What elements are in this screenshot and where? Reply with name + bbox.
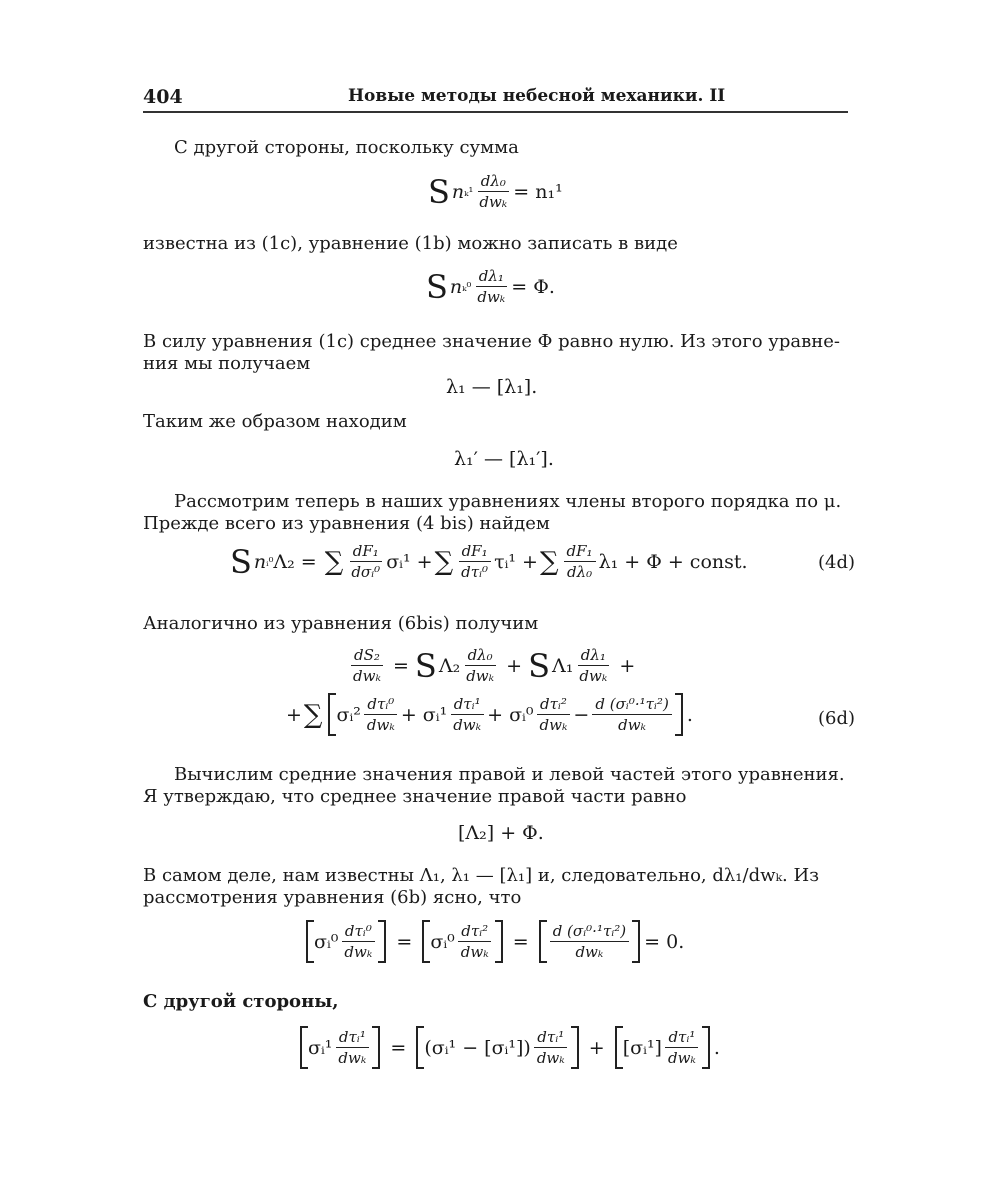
paragraph-2: известна из (1c), уравнение (1b) можно записать в виде <box>143 233 678 254</box>
header-rule <box>143 111 848 113</box>
paragraph-7-line-1: Вычислим средние значения правой и левой частей этого уравнения. <box>174 764 845 785</box>
paragraph-8-line-1: В самом деле, нам известны Λ₁, λ₁ — [λ₁] и, следовательно, dλ₁/dwₖ. Из <box>143 865 820 886</box>
equation-brackets-zero: σᵢ⁰ $\frac{\text{dτᵢ⁰}}{\text{dwₖ}}$ = σᵢ⁰ $\frac{\text{dτᵢ²}}{\text{dwₖ}}$ = $\frac{\text{d (σᵢ⁰·¹τᵢ²)}}{\text{dwₖ}}$ = 0. <box>302 920 684 963</box>
equation-4d: S n ᵢ⁰ Λ₂ = ∑ $\frac{\text{dF₁}}{\text{dσᵢ⁰}}$ σᵢ¹ + ∑ $\frac{\text{dF₁}}{\text{dτᵢ⁰}}$ τᵢ¹ + ∑ $\frac{\text{dF₁}}{\text{dλ₀}}$ λ₁ + Φ + const. <box>230 542 748 581</box>
page-number: 404 <box>143 86 183 108</box>
equation-label-4d: (4d) <box>818 552 856 573</box>
equation-6d-line-2: + ∑ σᵢ² $\frac{\text{dτᵢ⁰}}{\text{dwₖ}}$ + σᵢ¹ $\frac{\text{dτᵢ¹}}{\text{dwₖ}}$ + σᵢ⁰ $\frac{\text{dτᵢ²}}{\text{dwₖ}}$ − $\frac{\text{d (σᵢ⁰·¹τᵢ²)}}{\text{dwₖ}}$ . <box>286 695 693 734</box>
running-title: Новые методы небесной механики. II <box>348 86 726 106</box>
paragraph-6: Аналогично из уравнения (6bis) получим <box>143 613 539 634</box>
equation-lambda1: λ₁ — [λ₁]. <box>446 376 538 398</box>
equation-6d-line-1: $\frac{\text{dS₂}}{\text{dwₖ}}$ = S Λ₂ $\frac{\text{dλ₀}}{\text{dwₖ}}$ + S Λ₁ $\frac{\text{dλ₁}}{\text{dwₖ}}$ + <box>353 646 636 685</box>
paragraph-1: С другой стороны, поскольку сумма <box>174 137 519 158</box>
paragraph-4: Таким же образом находим <box>143 411 407 432</box>
equation-label-6d: (6d) <box>818 708 856 729</box>
equation-mean-value: [Λ₂] + Φ. <box>458 822 544 844</box>
paragraph-8-line-2: рассмотрения уравнения (6b) ясно, что <box>143 887 522 908</box>
paragraph-3-line-1: В силу уравнения (1c) среднее значение Φ равно нулю. Из этого уравне- <box>143 331 840 352</box>
equation-lambda1-prime: λ₁′ — [λ₁′]. <box>454 448 554 470</box>
equation-brackets-split: σᵢ¹ $\frac{\text{dτᵢ¹}}{\text{dwₖ}}$ = (σᵢ¹ − [σᵢ¹]) $\frac{\text{dτᵢ¹}}{\text{dwₖ}}$ + [σᵢ¹] $\frac{\text{dτᵢ¹}}{\text{dwₖ}}$ . <box>296 1026 720 1069</box>
paragraph-9: С другой стороны, <box>143 991 339 1012</box>
paragraph-7-line-2: Я утверждаю, что среднее значение правой части равно <box>143 786 687 807</box>
equation-sum-n1: S n ₖ¹ $\frac{\text{dλ₀}}{\text{dwₖ}}$ = n₁¹ <box>428 172 563 211</box>
paragraph-5-line-1: Рассмотрим теперь в наших уравнениях члены второго порядка по μ. <box>174 491 842 512</box>
paragraph-3-line-2: ния мы получаем <box>143 353 311 374</box>
equation-sum-n0: S n ₖ⁰ $\frac{\text{dλ₁}}{\text{dwₖ}}$ = Φ. <box>426 267 555 306</box>
paragraph-5-line-2: Прежде всего из уравнения (4 bis) найдем <box>143 513 550 534</box>
